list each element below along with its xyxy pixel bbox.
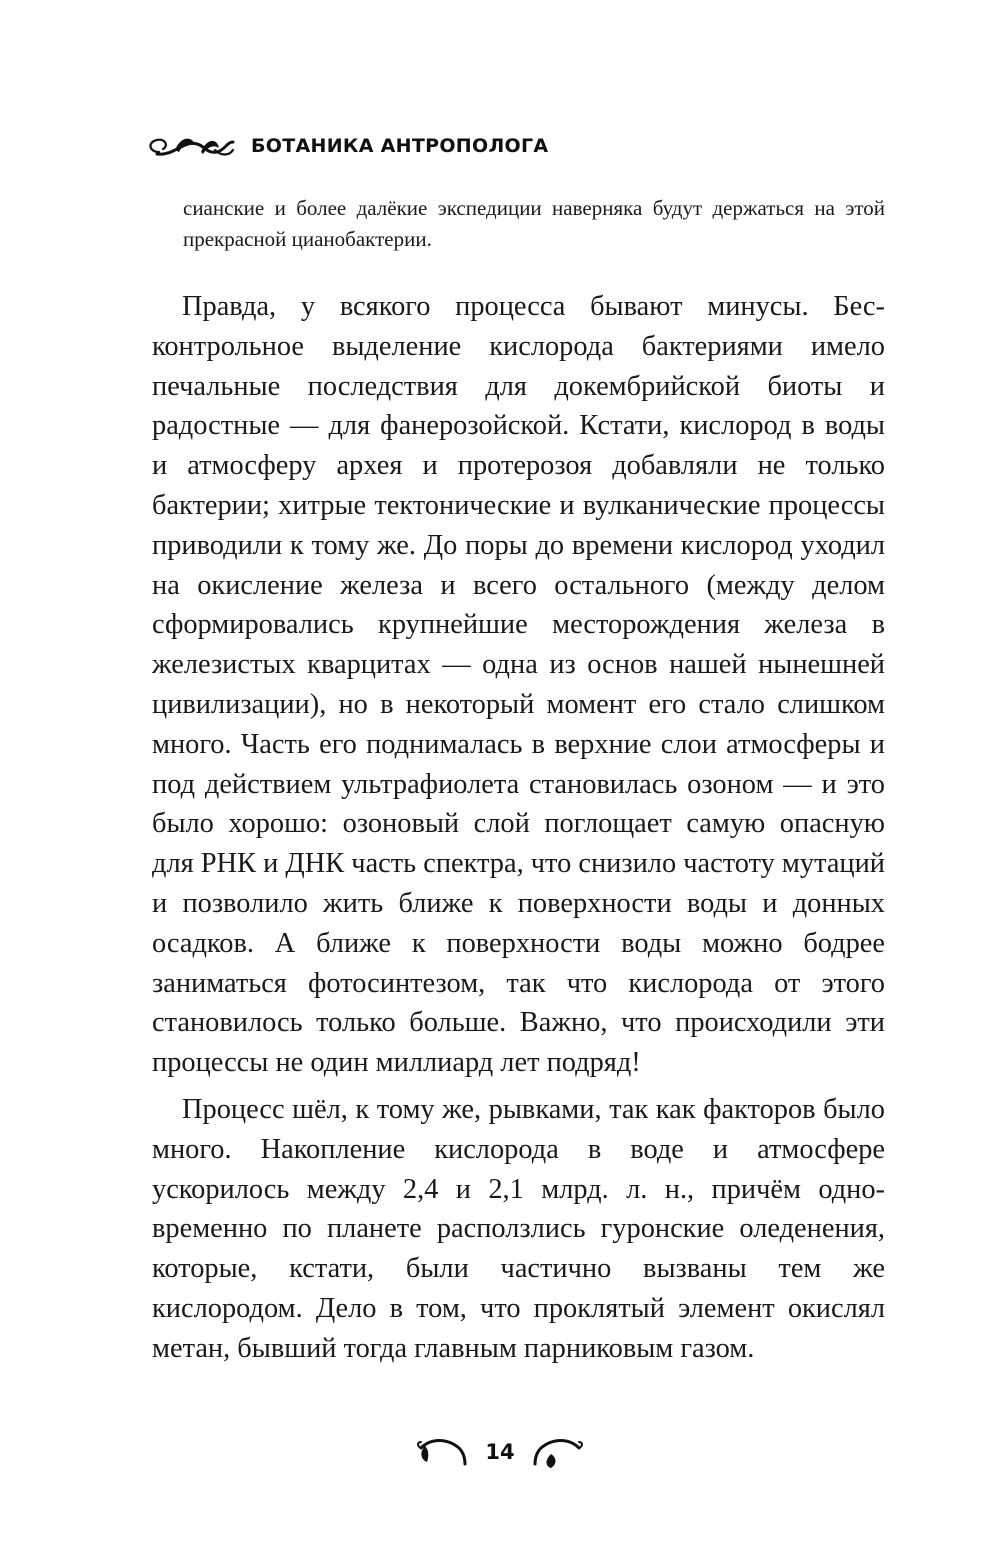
running-head — [145, 128, 548, 164]
quote-text: сианские и более далёкие экспедиции наверняка будут держаться на этой прекрасной цианобактерии. — [183, 196, 885, 251]
running-title: БОТАНИКА АНТРОПОЛОГА — [251, 135, 549, 157]
paragraph: Правда, у всякого процесса бывают минусы. Бесконтрольное выделение кислорода бактериями имело печальные последствия для докембрийской биоты и радостные — для фанерозойской. Кстати, кислород в воды и атмосферу архея и протерозоя добавляли не только бактерии; хитрые тектонические и вулканические процессы приводили к тому же. До поры до времени кислород уходил на окисление железа и всего остального (между делом сформировались крупнейшие месторождения железа в железистых кварцитах — одна из основ нашей нынешней цивилизации), но в некоторый момент его стало слишком много. Часть его поднималась в верхние слои атмосферы и под действием ультрафиолета становилась озоном — и это было хорошо: озоновый слой поглощает самую опасную для РНК и ДНК часть спектра, что снизило частоту мутаций и позволило жить ближе к поверхности воды и донных осадков. А ближе к поверхности воды можно бодрее заниматься фотосинтезом, так что кислорода от этого становилось только больше. Важно, что происходили эти процессы не один миллиард лет подряд! — [152, 291, 885, 1079]
epigraph-quote — [183, 193, 885, 255]
flourish-icon — [145, 130, 237, 162]
page-footer — [0, 1432, 1000, 1472]
page-number: 14 — [485, 1440, 515, 1464]
sprig-left-icon — [417, 1434, 469, 1470]
main-text — [152, 287, 885, 1369]
paragraph: Процесс шёл, к тому же, рывками, так как факторов было много. Накопление кислорода в воде и атмосфере ускорилось между 2,4 и 2,1 млрд. л. н., причём одновременно по планете расползлись гуронские оледенения, которые, кстати, были частично вызваны тем же кислородом. Дело в том, что проклятый элемент окислял метан, бывший тогда главным парниковым газом. — [152, 1093, 885, 1364]
sprig-right-icon — [531, 1434, 583, 1470]
